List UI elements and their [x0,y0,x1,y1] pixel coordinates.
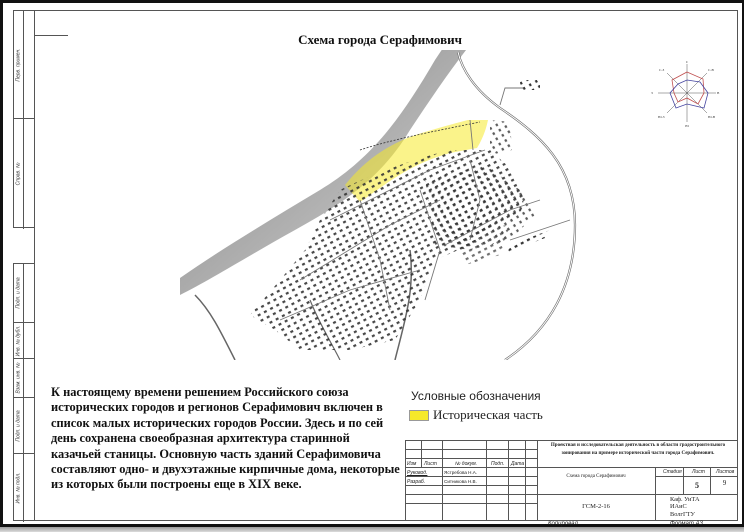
page-edge [0,527,744,532]
side-label: Инв. № подл. [15,472,22,504]
description-text: К настоящему времени решением Российского союза исторических городов и регионов Серафимович включен в список малых исторических городов России. Здесь и по сей день сохранена своеобразная архитектура старинной казачьей станицы. Основную часть зданий Серафимовича составляют одно- и двухэтажные кирпичные дома, некоторые из которых были построены еще в XIX веке. [51,385,400,492]
title-block [405,440,738,521]
legend-label-historic: Историческая часть [433,407,543,422]
side-label: Взам. инв. № [15,362,22,394]
header-date: Дата [511,461,525,467]
rose-label: С-З [659,68,665,72]
sheet-label: Лист [692,469,705,475]
footer-copied: Копировал [548,521,578,527]
stage-label: Стадия [663,469,682,475]
header-doc: № докум. [455,461,478,467]
side-label: Подп. и дата [15,277,22,309]
sheet-number: 5 [695,481,699,490]
built-area [445,225,510,265]
side-cell [14,264,35,323]
legend-swatch-historic [409,410,429,421]
project-title: Проектная и исследовательская деятельность в области градостроительного зонирования на примере исторической части города Серафимович. [550,443,726,456]
side-strip-upper [13,10,34,228]
side-cell [14,11,35,119]
rose-label: С-В [708,68,714,72]
side-cell [14,359,35,398]
org-line: ВолгГТУ [670,510,695,518]
side-label: Инв. № дубл. [15,325,22,356]
side-label: Подп. и дата [15,409,22,442]
header-list: Лист [424,461,437,467]
header-podp: Подп. [491,461,505,467]
side-cell [14,454,35,522]
side-label: Перв. примен. [15,47,22,82]
built-area [490,120,512,155]
legend-title: Условные обозначения [411,389,541,403]
built-area [520,80,540,90]
rose-series-summer [672,72,704,104]
rose-label: С [685,60,689,64]
rose-label: Ю-В [708,115,716,119]
rose-label: З [651,91,653,95]
wind-rose [648,58,726,128]
name-dev: Ситникова Н.В. [444,479,477,484]
road [195,295,235,360]
drawing-code: ГСМ-2-16 [582,503,610,510]
sheets-total: 9 [722,479,727,487]
side-cell [14,323,35,359]
side-label: Справ. № [15,162,22,186]
sheet-name: Схема города Серафимович [566,474,626,479]
page-title: Схема города Серафимович [298,32,462,47]
org-line: Каф. УиТА [670,496,700,503]
corner-line [34,35,68,36]
sheets-label: Листов [716,469,735,475]
rose-label: В [717,91,720,95]
header-izm: Изм [407,461,417,467]
rose-label: Ю-З [658,115,665,119]
rose-label: Ю [685,124,689,128]
side-cell [14,119,35,229]
rose-series-winter [670,80,708,108]
side-strip-lower [13,263,34,521]
role-lead: Руковод. [407,470,428,476]
organization [670,496,700,518]
org-line: ИАиС [670,503,687,511]
city-map [180,50,600,360]
role-dev: Разраб. [407,479,426,485]
name-lead: Ястребова Н.А. [444,470,478,475]
side-cell [14,398,35,454]
footer-format: Формат А3 [670,521,703,527]
